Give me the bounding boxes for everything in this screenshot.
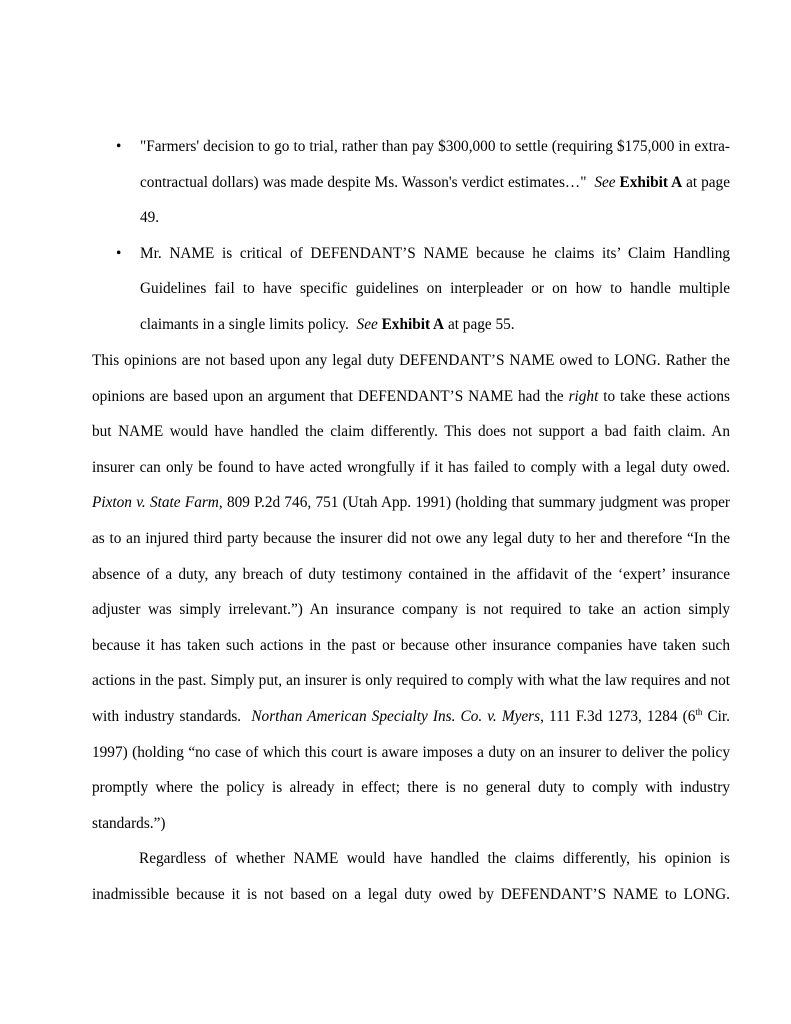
bullet-item-1 — [0, 129, 791, 236]
see-signal: See — [594, 173, 616, 191]
bullet-list — [0, 129, 791, 343]
bullet-icon: • — [116, 138, 122, 155]
bullet-quote: "Farmers' decision to go to trial, rather than pay $300,000 to settle (requiring $175,000 in extra-contractual dollars) was made despite Ms. Wasson's verdict estimates…" — [140, 138, 730, 191]
page-reference: at page 55. — [447, 315, 515, 333]
ordinal-superscript: th — [695, 706, 703, 717]
see-signal: See — [356, 315, 378, 333]
exhibit-reference: Exhibit A — [619, 173, 683, 191]
bullet-item-2 — [0, 236, 791, 343]
bullet-statement: Mr. NAME is critical of DEFENDANT’S NAME because he claims its’ Claim Handling Guidelines fail to have specific guidelines on interpleader or on how to handle multiple claimants in a single limits policy. — [140, 244, 730, 333]
exhibit-reference: Exhibit A — [381, 315, 445, 333]
paragraph-1: This opinions are not based upon any legal duty DEFENDANT’S NAME owed to LONG. Rather the opinions are based upon an argument that DEFENDANT’S NAME had the right to take these actions but NAME would have handled the claim differently. This does not support a bad faith claim. An insurer can only be found to have acted wrongfully if it has failed to comply with a legal duty owed. Pixton v. State Farm, 809 P.2d 746, 751 (Utah App. 1991) (holding that summary judgment was proper as to an injured third party because the insurer did not owe any legal duty to her and therefore “In the absence of a duty, any breach of duty testimony contained in the affidavit of the ‘expert’ insurance adjuster was simply irrelevant.”) An insurance company is not required to take an action simply because it has taken such actions in the past or because other insurance companies have taken such actions in the past. Simply put, an insurer is only required to comply with what the law requires and not with industry standards. Northan American Specialty Ins. Co. v. Myers, 111 F.3d 1273, 1284 (6th Cir. 1997) (holding “no case of which this court is aware imposes a duty on an insurer to deliver the policy promptly where the policy is already in effect; there is no general duty to comply with industry standards.”) — [92, 352, 731, 832]
page-reference: at page 49. — [140, 173, 730, 227]
bullet-icon: • — [116, 244, 122, 262]
bullet-text — [140, 236, 730, 343]
paragraph-2: Regardless of whether NAME would have handled the claims differently, his opinion is inadmissible because it is not based on a legal duty owed by DEFENDANT’S NAME to LONG. — [92, 850, 730, 903]
body-text — [92, 343, 730, 913]
emphasis-right: right — [568, 387, 599, 405]
case-citation-myers: Northan American Specialty Ins. Co. v. Myers — [251, 707, 541, 725]
bullet-text — [140, 129, 730, 236]
case-citation-pixton: Pixton v. State Farm — [92, 494, 219, 512]
